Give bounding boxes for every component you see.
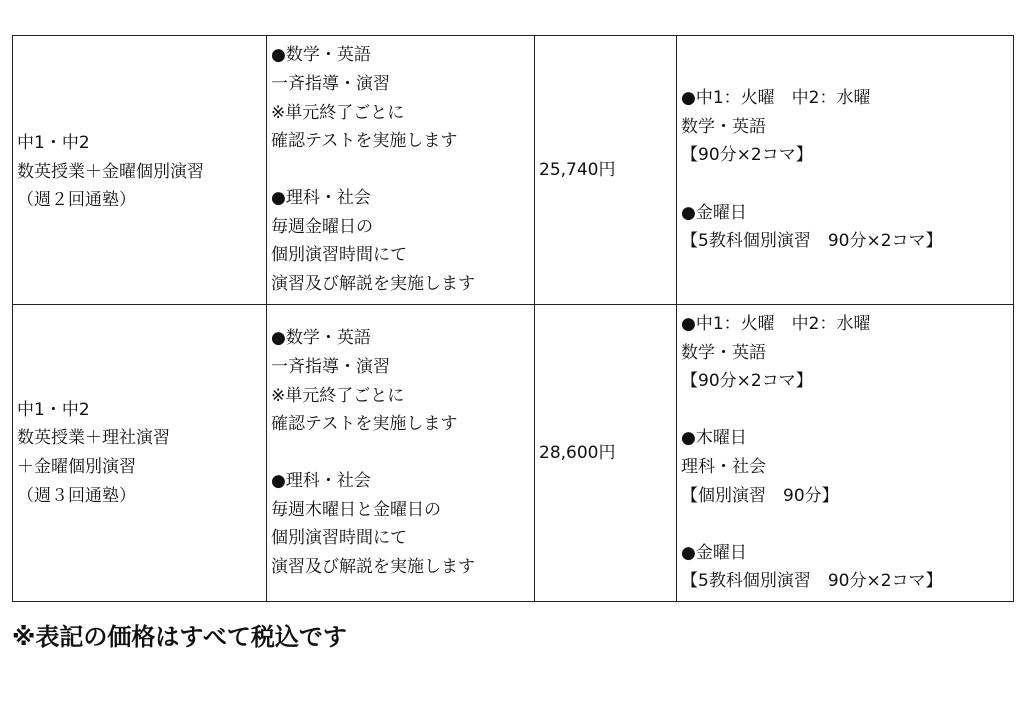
tax-included-note: ※表記の価格はすべて税込です <box>12 623 347 651</box>
schedule-cell: ●中1：火曜 中2：水曜 数学・英語 【90分×2コマ】 ●木曜日 理科・社会 【個別演習 90分】 ●金曜日 【5教科個別演習 90分×2コマ】 <box>677 305 1014 602</box>
schedule-cell: ●中1：火曜 中2：水曜 数学・英語 【90分×2コマ】 ●金曜日 【5教科個別演習 90分×2コマ】 <box>677 36 1014 305</box>
lesson-content-cell: ●数学・英語 一斉指導・演習 ※単元終了ごとに 確認テストを実施します ●理科・社会 毎週木曜日と金曜日の 個別演習時間にて 演習及び解説を実施します <box>267 305 535 602</box>
course-name-cell: 中1・中2 数英授業＋金曜個別演習 （週２回通塾） <box>13 36 267 305</box>
price-cell: 25,740円 <box>535 36 677 305</box>
table-row <box>13 36 1014 305</box>
course-name-cell: 中1・中2 数英授業＋理社演習 ＋金曜個別演習 （週３回通塾） <box>13 305 267 602</box>
lesson-content-cell: ●数学・英語 一斉指導・演習 ※単元終了ごとに 確認テストを実施します ●理科・社会 毎週金曜日の 個別演習時間にて 演習及び解説を実施します <box>267 36 535 305</box>
price-table <box>12 35 1014 602</box>
table-row <box>13 305 1014 602</box>
price-cell: 28,600円 <box>535 305 677 602</box>
